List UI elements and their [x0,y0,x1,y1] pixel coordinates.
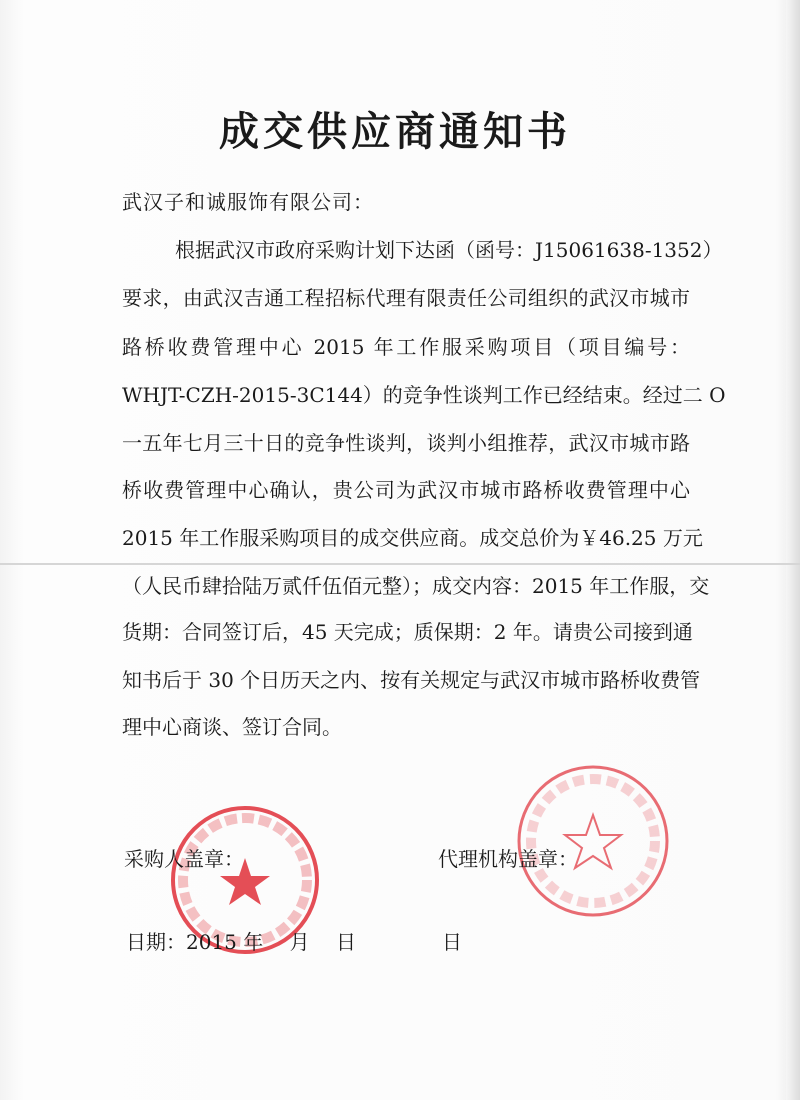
agent-seal-lettering-band [531,779,655,903]
body-line: 一五年七月三十日的竞争性谈判，谈判小组推荐，武汉市城市路 [122,431,690,455]
body-line: 2015 年工作服采购项目的成交供应商。成交总价为￥46.25 万元 [122,526,703,550]
body-line: 要求，由武汉吉通工程招标代理有限责任公司组织的武汉市城市 [122,286,690,310]
agent-seal-label: 代理机构盖章： [438,847,578,871]
date-line: 日期：2015 年 月 日 [126,930,356,954]
document-title: 成交供应商通知书 [219,108,571,155]
page-edge-shadow [786,0,800,1100]
agent-seal [515,763,671,919]
fold-line [0,563,800,565]
body-line: 理中心商谈、签订合同。 [122,715,342,739]
body-line: 桥收费管理中心确认，贵公司为武汉市城市路桥收费管理中心 [122,478,690,502]
body-line: 根据武汉市政府采购计划下达函（函号：J15061638-1352） [175,238,723,262]
body-line: 路桥收费管理中心 2015 年工作服采购项目（项目编号： [122,335,690,359]
agent-seal-ring [519,767,667,915]
body-line: （人民币肆拾陆万贰仟伍佰元整）；成交内容：2015 年工作服，交 [122,574,710,598]
body-line: 知书后于 30 个日历天之内、按有关规定与武汉市城市路桥收费管 [122,668,701,692]
agent-date-day: 日 [442,930,462,954]
purchaser-seal-label: 采购人盖章： [124,847,244,871]
body-line: WHJT-CZH-2015-3C144）的竞争性谈判工作已经结束。经过二 O [122,383,726,407]
body-line: 货期：合同签订后，45 天完成；质保期：2 年。请贵公司接到通 [122,620,693,644]
recipient-salutation: 武汉子和诚服饰有限公司： [122,190,374,214]
